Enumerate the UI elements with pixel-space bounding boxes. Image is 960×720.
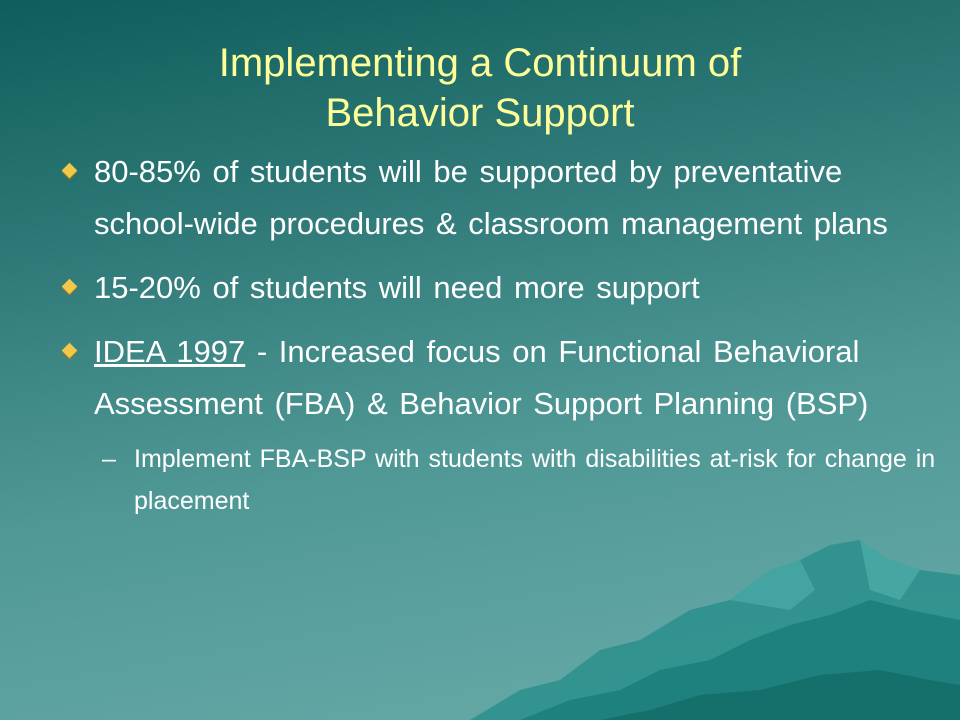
sub-bullet-item [60,438,940,522]
bullet-text: 15-20% of students will need more support [94,270,700,305]
dash-marker: – [102,445,116,473]
bullet-list [60,146,940,522]
idea-1997-link-text: IDEA 1997 [94,334,246,369]
bullet-item [60,326,940,430]
bullet-item [60,146,940,250]
bullet-item [60,262,940,314]
sub-bullet-text: Implement FBA-BSP with students with disabilities at-risk for change in placement [134,445,936,515]
slide-title [0,38,960,138]
title-line-1: Implementing a Continuum of [218,41,742,85]
bullet-text: 80-85% of students will be supported by preventative school-wide procedures & classroom management plans [94,154,888,241]
diamond-bullet-icon [62,343,78,359]
bullet-text: - Increased focus on Functional Behavioral Assessment (FBA) & Behavior Support Planning (BSP) [94,334,869,421]
diamond-bullet-icon [62,279,78,295]
title-line-2: Behavior Support [325,91,635,135]
diamond-bullet-icon [62,163,78,179]
